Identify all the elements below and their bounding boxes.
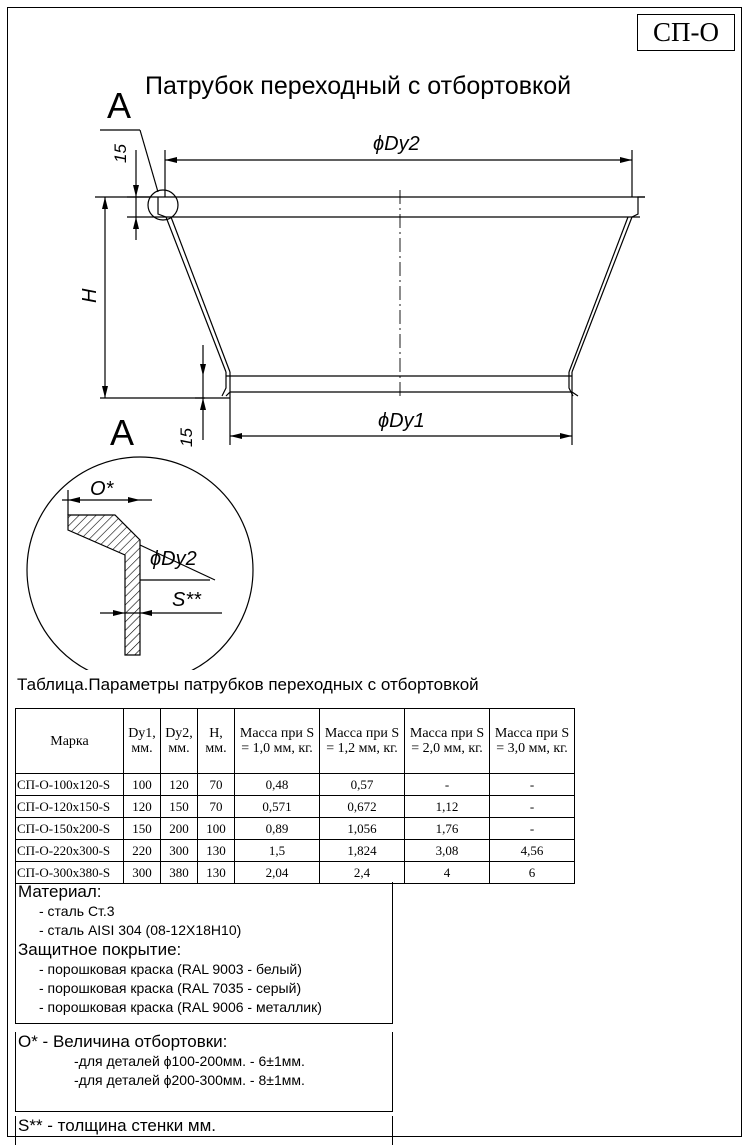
table-cell: 70 [198,774,235,796]
table-row [16,840,575,862]
table-cell: 120 [161,774,198,796]
drawing-title: Патрубок переходный с отбортовкой [145,72,572,100]
table-row [16,774,575,796]
table-row [16,862,575,884]
table-cell: 0,89 [235,818,320,840]
coating-item: - порошковая краска (RAL 7035 - серый) [39,980,302,996]
coating-item: - порошковая краска (RAL 9006 - металлик) [39,999,322,1015]
table-cell: 120 [124,796,161,818]
dy2-label: ϕDy2 [373,133,420,155]
flange-note-item: -для деталей ϕ200-300мм. - 8±1мм. [74,1072,305,1088]
table-cell: 2,4 [320,862,405,884]
table-header-row [16,709,575,774]
table-cell: 100 [198,818,235,840]
table-cell: 6 [490,862,575,884]
table-caption: Таблица.Параметры патрубков переходных с отбортовкой [17,675,479,694]
dy1-label: ϕDy1 [378,410,425,432]
thickness-note-block [15,1116,393,1145]
col-header: Масса при S = 3,0 мм, кг. [490,709,575,774]
sheet-code: СП-О [637,14,735,51]
table-cell: 0,571 [235,796,320,818]
table-cell: - [490,818,575,840]
table-cell: 380 [161,862,198,884]
s-label: S** [172,589,201,611]
table-cell: 2,04 [235,862,320,884]
table-cell: 0,48 [235,774,320,796]
flange-note-item: -для деталей ϕ100-200мм. - 6±1мм. [74,1053,305,1069]
flange-label-bottom: 15 [177,428,196,447]
section-leader [140,130,158,192]
material-item: - сталь Ст.3 [39,903,115,919]
col-header: H, мм. [198,709,235,774]
notes-section [15,882,393,1145]
table-cell: - [405,774,490,796]
col-header: Dy1, мм. [124,709,161,774]
col-header: Dy2, мм. [161,709,198,774]
table-cell: 1,12 [405,796,490,818]
table-cell: 1,056 [320,818,405,840]
table-cell: 3,08 [405,840,490,862]
table-cell: 70 [198,796,235,818]
table-cell: 100 [124,774,161,796]
table-cell: 150 [124,818,161,840]
col-header: Масса при S = 1,2 мм, кг. [320,709,405,774]
table-cell: СП-О-100х120-S [16,774,124,796]
material-heading: Материал: [18,882,102,901]
col-header: Марка [16,709,124,774]
table-row [16,796,575,818]
table-cell: СП-О-220х300-S [16,840,124,862]
section-label-bottom: A [110,412,135,453]
dy2-detail-label: ϕDy2 [150,548,197,570]
table-cell: СП-О-300х380-S [16,862,124,884]
table-cell: 0,57 [320,774,405,796]
flange-note-block [15,1032,393,1112]
coating-heading: Защитное покрытие: [18,940,182,959]
table-row [16,818,575,840]
table-cell: 0,672 [320,796,405,818]
col-header: Масса при S = 2,0 мм, кг. [405,709,490,774]
material-item: - сталь AISI 304 (08-12Х18Н10) [39,922,242,938]
table-cell: 1,824 [320,840,405,862]
table-cell: - [490,796,575,818]
table-cell: 130 [198,862,235,884]
table-cell: 200 [161,818,198,840]
coating-item: - порошковая краска (RAL 9003 - белый) [39,961,302,977]
flange-note-heading: O* - Величина отбортовки: [18,1032,228,1051]
flange-label-top: 15 [111,144,130,163]
table-cell: 1,5 [235,840,320,862]
table-cell: - [490,774,575,796]
parameters-table [15,708,575,884]
table-cell: 300 [161,840,198,862]
table-cell: 1,76 [405,818,490,840]
height-label: H [79,288,101,303]
table-cell: 150 [161,796,198,818]
o-label: O* [90,478,114,500]
table-cell: СП-О-150х200-S [16,818,124,840]
col-header: Масса при S = 1,0 мм, кг. [235,709,320,774]
table-cell: 4 [405,862,490,884]
section-label-top: A [107,85,132,126]
material-block [15,882,393,1024]
table-cell: 4,56 [490,840,575,862]
table-cell: 220 [124,840,161,862]
thickness-note: S** - толщина стенки мм. [18,1116,217,1135]
table-cell: 130 [198,840,235,862]
table-cell: СП-О-120х150-S [16,796,124,818]
table-cell: 300 [124,862,161,884]
